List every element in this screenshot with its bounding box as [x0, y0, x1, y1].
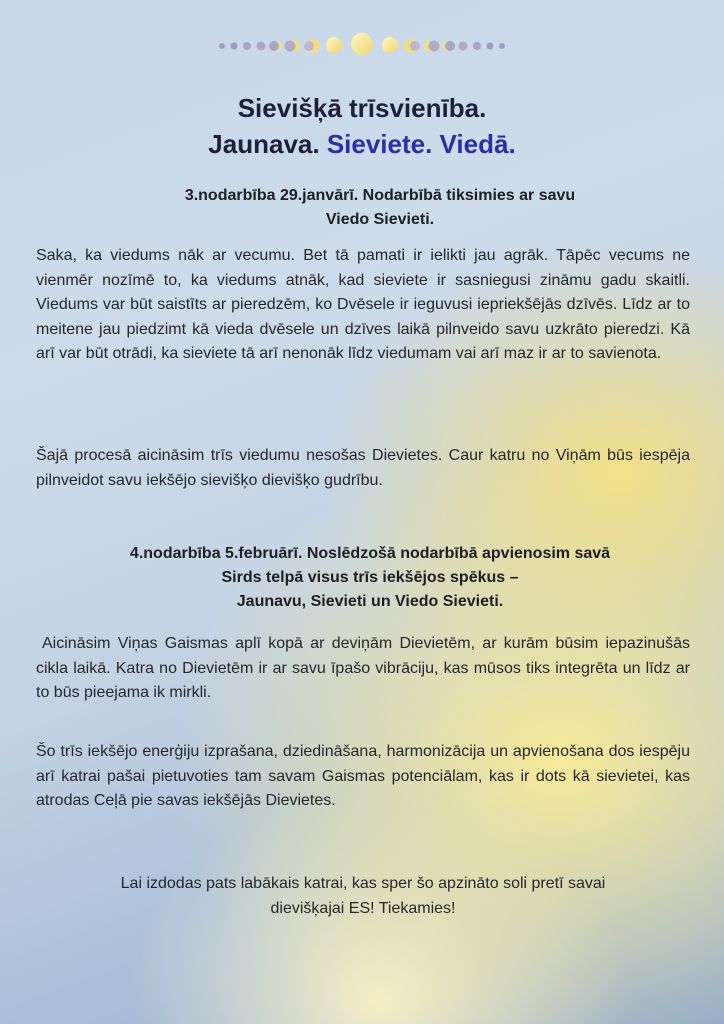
paragraph-viedums: Saka, ka viedums nāk ar vecumu. Bet tā pamati ir ielikti jau agrāk. Tāpēc vecums ne vienmēr nozīmē to, ka viedums atnāk, kad sieviete ir sasniegusi zināmu gadu skaitli. Viedums var būt saistīts ar pieredzēm, ko Dvēsele ir ieguvusi iepriekšējās dzīvēs. Līdz ar to meitene jau piedzimt kā vieda dvēsele un dzīves laikā pilnveido savu uzkrāto pieredzi. Kā arī var būt otrādi, ka sieviete tā arī nenonāk līdz viedumam vai arī maz ir ar to savienota. — [36, 247, 690, 362]
paragraph-gaismas-aplis: Aicināsim Viņas Gaismas aplī kopā ar deviņām Dievietēm, ar kurām būsim iepazinušās cikla laikā. Katra no Dievietēm ir ar savu īpašo vibrāciju, kas mūsos tiks integrēta un līdz ar to būs pieejama ik mirkli. — [36, 635, 690, 701]
closing-line-2: dievišķajai ES! Tiekamies! — [270, 899, 456, 917]
paragraph-dievietes: Šajā procesā aicināsim trīs viedumu nesošas Dievietes. Caur katru no Viņām būs iespēja pilnveidot savu iekšējo sievišķo dievišķo gudrību. — [36, 447, 690, 489]
paragraph-energijas: Šo trīs iekšējo enerģiju izprašana, dziedināšana, harmonizācija un apvienošana dos iespēju arī katrai pašai pietuvoties tam savam Gaismas potenciālam, kas ir dots kā sievietei, kas atrodas Ceļā pie savas iekšējās Dievietes. — [36, 743, 690, 809]
session-3-heading-line-2: Viedo Sievieti. — [325, 211, 435, 228]
page-title — [0, 90, 724, 162]
title-line-1: Sievišķā trīsvienība. — [237, 93, 487, 123]
title-accent: Sieviete. Viedā. — [319, 129, 516, 159]
moon-phases-icon — [0, 32, 724, 56]
session-4-heading — [70, 542, 670, 614]
session-4-heading-line-3: Jaunavu, Sievieti un Viedo Sievieti. — [236, 593, 504, 610]
session-4-heading-line-2: Sirds telpā visus trīs iekšējos spēkus – — [221, 569, 519, 586]
closing-text — [36, 872, 690, 921]
session-3-heading-line-1: 3.nodarbība 29.janvārī. Nodarbībā tiksimies ar savu — [184, 187, 576, 204]
title-line-2 — [0, 126, 724, 162]
session-3-heading — [90, 184, 670, 232]
closing-line-1: Lai izdodas pats labākais katrai, kas sper šo apzināto soli pretī savai — [120, 875, 606, 892]
title-jaunava: Jaunava. — [208, 129, 320, 159]
session-4-heading-line-1: 4.nodarbība 5.februārī. Noslēdzošā nodarbībā apvienosim savā — [129, 545, 611, 562]
